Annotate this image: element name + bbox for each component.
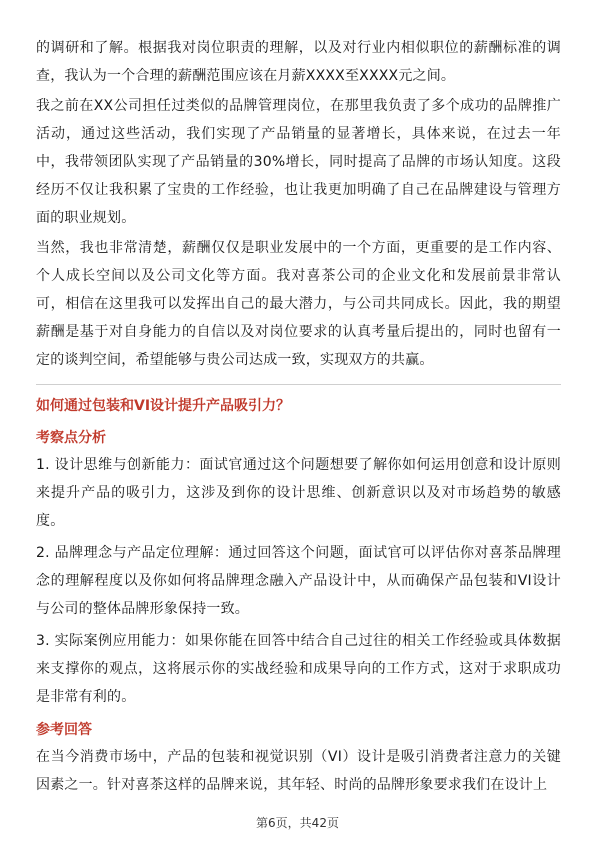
answer-paragraph: 在当今消费市场中，产品的包装和视觉识别（VI）设计是吸引消费者注意力的关键因素之一。针对喜茶这样的品牌来说，其年轻、时尚的品牌形象要求我们在设计上 xyxy=(36,749,561,793)
answer-heading: 参考回答 xyxy=(36,722,92,738)
analysis-item-3: 3. 实际案例应用能力：如果你能在回答中结合自己过往的相关工作经验或具体数据来支撑你的观点，这将展示你的实战经验和成果导向的工作方式，这对于求职成功是非常有利的。 xyxy=(36,633,561,705)
paragraph-experience: 我之前在XX公司担任过类似的品牌管理岗位，在那里我负责了多个成功的品牌推广活动，通过这些活动，我们实现了产品销量的显著增长，具体来说，在过去一年中，我带领团队实现了产品销量的30%增长，同时提高了品牌的市场认知度。这段经历不仅让我积累了宝贵的工作经验，也让我更加明确了自己在品牌建设与管理方面的职业规划。 xyxy=(36,98,561,226)
page-number: 第6页，共42页 xyxy=(256,816,339,830)
analysis-heading: 考察点分析 xyxy=(36,430,106,446)
analysis-item-1: 1. 设计思维与创新能力：面试官通过这个问题想要了解你如何运用创意和设计原则来提升产品的吸引力，这涉及到你的设计思维、创新意识以及对市场趋势的敏感度。 xyxy=(36,457,561,529)
paragraph-expectation: 当然，我也非常清楚，薪酬仅仅是职业发展中的一个方面，更重要的是工作内容、个人成长空间以及公司文化等方面。我对喜茶公司的企业文化和发展前景非常认可，相信在这里我可以发挥出自己的最大潜力，与公司共同成长。因此，我的期望薪酬是基于对自身能力的自信以及对岗位要求的认真考量后提出的，同时也留有一定的谈判空间，希望能够与贵公司达成一致，实现双方的共赢。 xyxy=(36,240,561,368)
paragraph-salary-research: 的调研和了解。根据我对岗位职责的理解，以及对行业内相似职位的薪酬标准的调查，我认为一个合理的薪酬范围应该在月薪XXXX至XXXX元之间。 xyxy=(36,40,561,84)
question-heading: 如何通过包装和VI设计提升产品吸引力？ xyxy=(36,398,291,414)
section-divider xyxy=(36,384,561,385)
analysis-item-2: 2. 品牌理念与产品定位理解：通过回答这个问题，面试官可以评估你对喜茶品牌理念的理解程度以及你如何将品牌理念融入产品设计中，从而确保产品包装和VI设计与公司的整体品牌形象保持一致。 xyxy=(36,545,561,617)
document-page xyxy=(36,0,561,799)
